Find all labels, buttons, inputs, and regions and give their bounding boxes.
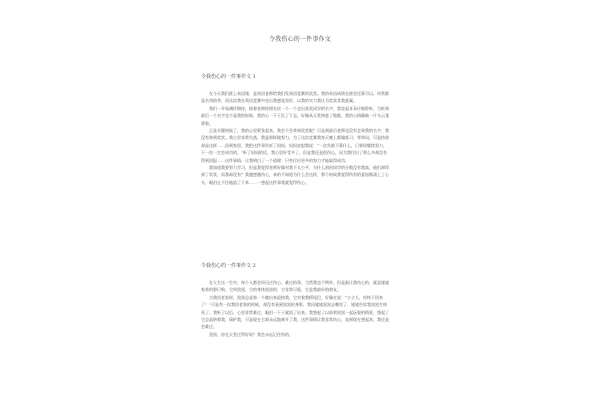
document-title: 令我伤心的一件事作文 <box>268 36 331 43</box>
paragraph: 当我回老家时，黑黑总是第一个跑出来迎接我，它对着我摇尾巴，好像在说：“小主人，你终于回来了！”可是有一次我回老家的时候，却没有看到黑黑的身影，我问姥姥黑黑去哪里了，姥姥告诉我黑黑生病死了。我听了以后，心里非常难过，眼泪一下子就流了出来。我想起了以前和黑黑一起玩耍的情景，想起了它总是陪着我，保护我，可是现在它却永远地离开了我。这件事情让我非常伤心，直到现在想起来，我还是会难过。 <box>201 294 389 330</box>
paragraph: 在今天我们班上英语课，是英语老师给我们发英语竞赛的奖状。我的英语成绩在班里还算可以，经常都是名列前茅，而这次我在英语竞赛中也自我感觉良好，以我的实力我认为奖状非我莫属。 <box>201 91 389 104</box>
essay-section-2 <box>201 262 391 338</box>
paragraph: 在人生这一生中，每个人都会经历过伤心、难过的事，当然我也不例外。但是最让我伤心的，就是姥姥家养的那只狗。它叫黑黑，它的身体黑黑的，它非常可爱，它是我最好的朋友。 <box>201 280 389 293</box>
paragraph: 我知道我要努力学习，但是我觉得老师好像对我不太公平，为什么别的同学的分数没有我高，他们却得到了奖状，而我却没有？我越想越伤心，真的不知道为什么会这样，那个时候我觉得所有的委屈都涌上了心头，眼泪止不住地流了下来……一想起这件事我就觉得伤心。 <box>201 165 389 185</box>
paragraph: 我们一开始满怀期待，接着老师按照名次一个一个念出获奖同学的名字，我竖起耳朵仔细聆听，当听到最后一个名字也不是我的时候，我的心一下子沉了下去，好像从天堂掉进了地狱，我的心情像被一片乌云笼罩着。 <box>201 105 389 126</box>
paragraph: 正是关键时候了，我的心里紧张起来，我会不会拿到奖状呢？可是到最后老师也没有念到我的名字，我没有拿到奖状。我心里非常失落，我是那样地努力，为了这次竞赛我每天晚上都做练习，背单词，可是结果却是这样……回到家里，我把这件事告诉了妈妈，妈妈安慰我说：“一次失败不算什么，只要你继续努力，下一次一定会成功的。”听了妈妈的话，我心里好受多了。但是我还是很伤心，因为我付出了那么多却没有得到回报……这件事情，让我明白了一个道理：只有付出更多的努力才能取得成功。 <box>201 128 389 163</box>
section-heading: 令我伤心的一件事作文 1 <box>201 74 256 80</box>
section-heading: 令我伤心的一件事作文 2 <box>201 263 256 269</box>
essay-section-1 <box>201 73 391 186</box>
paragraph: 黑黑，你在天堂过得好吗？我会永远记住你的。 <box>209 331 293 337</box>
